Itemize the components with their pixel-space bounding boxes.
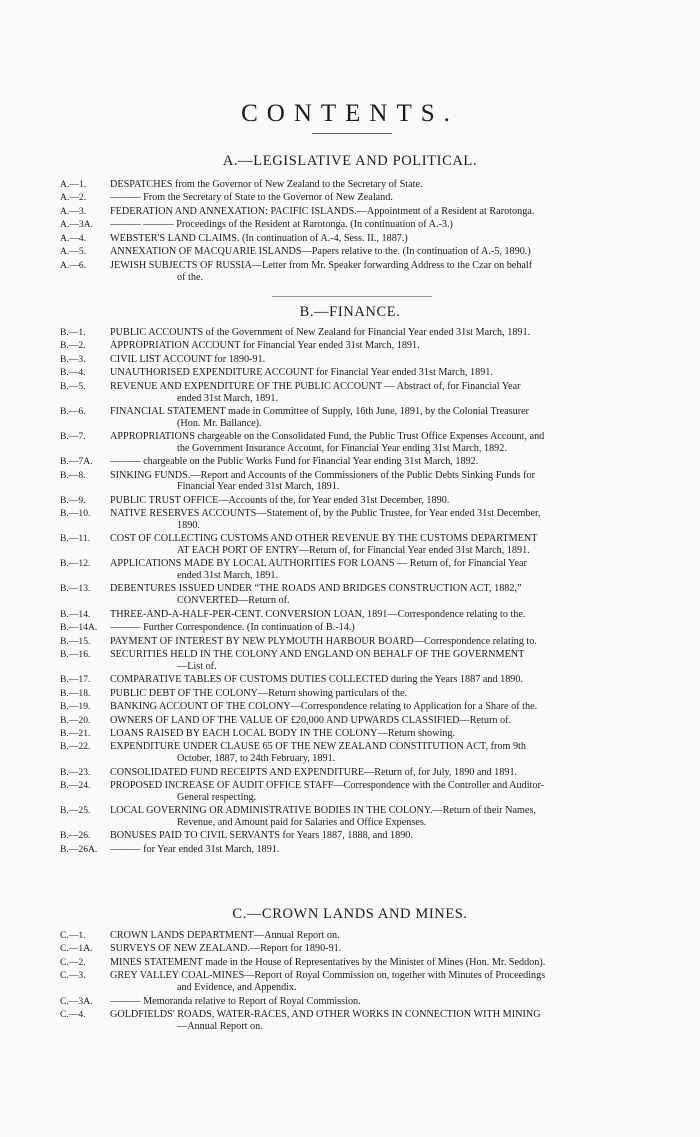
entry-text: BONUSES PAID TO CIVIL SERVANTS for Years 1887, 1888, and 1890.	[110, 830, 413, 842]
contents-entry	[60, 728, 660, 740]
entry-code: C.—1.	[60, 930, 86, 941]
entry-code: B.—11.	[60, 533, 91, 545]
entry-code: A.—3.	[60, 205, 87, 217]
contents-entry	[60, 957, 660, 969]
contents-entry	[60, 381, 660, 404]
entry-code: B.—9.	[60, 494, 86, 506]
entry-text: GREY VALLEY COAL-MINES—Report of Royal Commission on, together with Minutes of Proceedings	[110, 970, 546, 982]
entry-code: B.—26A.	[60, 843, 98, 855]
entry-code: B.—23.	[60, 766, 91, 778]
entry-code: B.—10.	[60, 508, 91, 520]
entry-code: B.—7.	[60, 431, 86, 443]
entry-text: APPLICATIONS MADE BY LOCAL AUTHORITIES FOR LOANS — Return of, for Financial Year	[110, 558, 527, 570]
contents-entry	[60, 943, 660, 955]
contents-entry	[60, 830, 660, 842]
contents-entry	[60, 970, 660, 993]
entry-text: LOCAL GOVERNING OR ADMINISTRATIVE BODIES IN THE COLONY.—Return of their Names,	[110, 805, 536, 817]
contents-entry	[60, 622, 660, 634]
entry-text: NATIVE RESERVES ACCOUNTS—Statement of, by the Public Trustee, for Year ended 31st December,	[110, 508, 541, 520]
entry-text: BANKING ACCOUNT OF THE COLONY—Correspondence relating to Application for a Share of the.	[110, 701, 538, 713]
entry-text: JEWISH SUBJECTS OF RUSSIA—Letter from Mr. Speaker forwarding Address to the Czar on behalf	[110, 259, 533, 271]
entry-continuation: CONVERTED—Return of.	[177, 595, 290, 607]
contents-entry	[60, 367, 660, 379]
entry-code: B.—7A.	[60, 456, 93, 468]
entry-code: A.—6.	[60, 259, 87, 271]
entry-text: ——— chargeable on the Public Works Fund for Financial Year ending 31st March, 1892.	[110, 456, 479, 468]
entry-continuation: 1890.	[177, 519, 200, 531]
entry-continuation: Financial Year ended 31st March, 1891.	[177, 481, 340, 493]
entry-continuation: —Annual Report on.	[177, 1020, 263, 1032]
entry-text: FINANCIAL STATEMENT made in Committee of Supply, 16th June, 1891, by the Colonial Treasurer	[110, 406, 530, 418]
entry-text: ANNEXATION OF MACQUARIE ISLANDS—Papers relative to the. (In continuation of A.-5, 1890.)	[110, 246, 531, 258]
section-b-list	[60, 327, 660, 857]
entry-text: ——— Further Correspondence. (In continuation of B.-14.)	[110, 622, 355, 634]
entry-text: FEDERATION AND ANNEXATION: PACIFIC ISLANDS.—Appointment of a Resident at Rarotonga.	[110, 205, 535, 217]
entry-code: A.—1.	[60, 179, 87, 190]
contents-entry	[60, 206, 660, 218]
contents-entry	[60, 701, 660, 713]
entry-text: CIVIL LIST ACCOUNT for 1890-91.	[110, 353, 266, 365]
entry-code: B.—3.	[60, 353, 86, 365]
entry-code: B.—26.	[60, 830, 91, 842]
entry-text: REVENUE AND EXPENDITURE OF THE PUBLIC ACCOUNT — Abstract of, for Financial Year	[110, 380, 521, 392]
contents-entry	[60, 246, 660, 258]
entry-code: B.—1.	[60, 327, 86, 338]
contents-entry	[60, 805, 660, 828]
entry-code: B.—18.	[60, 687, 91, 699]
contents-entry	[60, 470, 660, 493]
entry-continuation: AT EACH PORT OF ENTRY—Return of, for Financial Year ended 31st March, 1891.	[177, 544, 530, 556]
entry-code: B.—12.	[60, 558, 91, 570]
entry-text: MINES STATEMENT made in the House of Representatives by the Minister of Mines (Hon. Mr. Seddon).	[110, 956, 546, 968]
section-a-list	[60, 179, 660, 285]
section-a-heading: A.—LEGISLATIVE AND POLITICAL.	[222, 153, 478, 169]
entry-continuation: the Government Insurance Account, for Financial Year ending 31st March, 1892.	[177, 442, 507, 454]
contents-entry	[60, 219, 660, 231]
entry-code: B.—4.	[60, 367, 86, 379]
entry-code: C.—4.	[60, 1009, 86, 1021]
entry-code: B.—5.	[60, 380, 86, 392]
contents-entry	[60, 508, 660, 531]
entry-code: B.—15.	[60, 635, 91, 647]
entry-continuation: of the.	[177, 271, 204, 283]
contents-entry	[60, 649, 660, 672]
contents-entry	[60, 780, 660, 803]
entry-continuation: General respecting.	[177, 791, 257, 803]
contents-entry	[60, 715, 660, 727]
entry-text: APPROPRIATION ACCOUNT for Financial Year ended 31st March, 1891.	[110, 340, 420, 352]
entry-code: B.—6.	[60, 406, 86, 418]
entry-continuation: and Evidence, and Appendix.	[177, 982, 297, 994]
contents-entry	[60, 533, 660, 556]
entry-code: B.—14.	[60, 608, 91, 620]
entry-continuation: —List of.	[177, 660, 217, 672]
entry-code: C.—2.	[60, 956, 86, 968]
entry-text: UNAUTHORISED EXPENDITURE ACCOUNT for Financial Year ended 31st March, 1891.	[110, 367, 493, 379]
section-c-list	[60, 930, 660, 1034]
entry-text: COMPARATIVE TABLES OF CUSTOMS DUTIES COLLECTED during the Years 1887 and 1890.	[110, 674, 524, 686]
section-b-heading: B.—FINANCE.	[299, 304, 401, 320]
entry-text: GOLDFIELDS' ROADS, WATER-RACES, AND OTHER WORKS IN CONNECTION WITH MINING	[110, 1009, 541, 1021]
contents-entry	[60, 431, 660, 454]
entry-text: OWNERS OF LAND OF THE VALUE OF £20,000 AND UPWARDS CLASSIFIED—Return of.	[110, 714, 512, 726]
entry-text: APPROPRIATIONS chargeable on the Consolidated Fund, the Public Trust Office Expenses Account, and	[110, 431, 545, 443]
entry-text: PROPOSED INCREASE OF AUDIT OFFICE STAFF—Correspondence with the Controller and Auditor-	[110, 780, 545, 792]
contents-entry	[60, 636, 660, 648]
entry-text: ——— for Year ended 31st March, 1891.	[110, 843, 280, 855]
entry-code: C.—1A.	[60, 943, 93, 955]
contents-entry	[60, 340, 660, 352]
entry-code: B.—22.	[60, 741, 91, 753]
entry-code: A.—4.	[60, 232, 87, 244]
entry-text: WEBSTER'S LAND CLAIMS. (In continuation of A.-4, Sess. II., 1887.)	[110, 232, 408, 244]
contents-entry	[60, 260, 660, 283]
entry-text: SECURITIES HELD IN THE COLONY AND ENGLAND ON BEHALF OF THE GOVERNMENT	[110, 648, 525, 660]
entry-text: CONSOLIDATED FUND RECEIPTS AND EXPENDITURE—Return of, for July, 1890 and 1891.	[110, 766, 518, 778]
entry-code: B.—16.	[60, 648, 91, 660]
entry-code: B.—24.	[60, 780, 91, 792]
contents-entry	[60, 844, 660, 856]
entry-code: A.—5.	[60, 246, 87, 258]
entry-text: SINKING FUNDS.—Report and Accounts of the Commissioners of the Public Debts Sinking Funds for	[110, 469, 536, 481]
contents-entry	[60, 767, 660, 779]
entry-code: C.—3A.	[60, 995, 93, 1007]
contents-entry	[60, 609, 660, 621]
entry-code: B.—17.	[60, 674, 91, 686]
entry-code: B.—21.	[60, 728, 91, 739]
contents-entry	[60, 583, 660, 606]
contents-entry	[60, 741, 660, 764]
entry-text: PUBLIC DEBT OF THE COLONY—Return showing particulars of the.	[110, 687, 408, 699]
contents-entry	[60, 495, 660, 507]
entry-text: CROWN LANDS DEPARTMENT—Annual Report on.	[110, 930, 340, 941]
entry-code: B.—13.	[60, 583, 91, 595]
contents-entry	[60, 327, 660, 339]
entry-continuation: (Hon. Mr. Ballance).	[177, 417, 262, 429]
entry-text: PUBLIC ACCOUNTS of the Government of New Zealand for Financial Year ended 31st March, 1891.	[110, 327, 531, 338]
entry-text: PUBLIC TRUST OFFICE—Accounts of the, for Year ended 31st December, 1890.	[110, 494, 450, 506]
entry-text: DESPATCHES from the Governor of New Zealand to the Secretary of State.	[110, 179, 423, 190]
contents-entry	[60, 354, 660, 366]
entry-continuation: October, 1887, to 24th February, 1891.	[177, 753, 336, 765]
entry-text: ——— From the Secretary of State to the Governor of New Zealand.	[110, 192, 393, 204]
contents-entry	[60, 1009, 660, 1032]
entry-code: B.—20.	[60, 714, 91, 726]
contents-entry	[60, 192, 660, 204]
section-c-heading: C.—CROWN LANDS AND MINES.	[232, 906, 468, 922]
entry-text: THREE-AND-A-HALF-PER-CENT. CONVERSION LOAN, 1891—Correspondence relating to the.	[110, 608, 526, 620]
entry-text: COST OF COLLECTING CUSTOMS AND OTHER REVENUE BY THE CUSTOMS DEPARTMENT	[110, 533, 538, 545]
contents-entry	[60, 233, 660, 245]
entry-code: C.—3.	[60, 970, 86, 982]
entry-text: SURVEYS OF NEW ZEALAND.—Report for 1890-91.	[110, 943, 342, 955]
entry-continuation: ended 31st March, 1891.	[177, 392, 279, 404]
entry-text: ——— Memoranda relative to Report of Royal Commission.	[110, 995, 361, 1007]
page-title: CONTENTS.	[241, 100, 459, 127]
contents-entry	[60, 558, 660, 581]
entry-text: PAYMENT OF INTEREST BY NEW PLYMOUTH HARBOUR BOARD—Correspondence relating to.	[110, 635, 537, 647]
contents-entry	[60, 456, 660, 468]
contents-entry	[60, 406, 660, 429]
entry-text: ——— ——— Proceedings of the Resident at Rarotonga. (In continuation of A.-3.)	[110, 219, 453, 231]
entry-continuation: Revenue, and Amount paid for Salaries and Office Expenses.	[177, 816, 427, 828]
contents-entry	[60, 674, 660, 686]
entry-code: B.—25.	[60, 805, 91, 817]
contents-entry	[60, 996, 660, 1008]
entry-code: B.—8.	[60, 469, 86, 481]
section-divider	[272, 296, 432, 297]
contents-entry	[60, 688, 660, 700]
contents-entry	[60, 179, 660, 191]
entry-code: B.—19.	[60, 701, 91, 713]
contents-entry	[60, 930, 660, 942]
entry-code: B.—2.	[60, 340, 86, 352]
entry-code: A.—3A.	[60, 219, 94, 231]
entry-code: A.—2.	[60, 192, 87, 204]
title-rule	[312, 133, 392, 134]
entry-text: LOANS RAISED BY EACH LOCAL BODY IN THE COLONY—Return showing.	[110, 728, 456, 739]
entry-continuation: ended 31st March, 1891.	[177, 569, 279, 581]
entry-text: EXPENDITURE UNDER CLAUSE 65 OF THE NEW ZEALAND CONSTITUTION ACT, from 9th	[110, 741, 526, 753]
entry-code: B.—14A.	[60, 622, 98, 634]
entry-text: DEBENTURES ISSUED UNDER “THE ROADS AND BRIDGES CONSTRUCTION ACT, 1882,”	[110, 583, 522, 595]
